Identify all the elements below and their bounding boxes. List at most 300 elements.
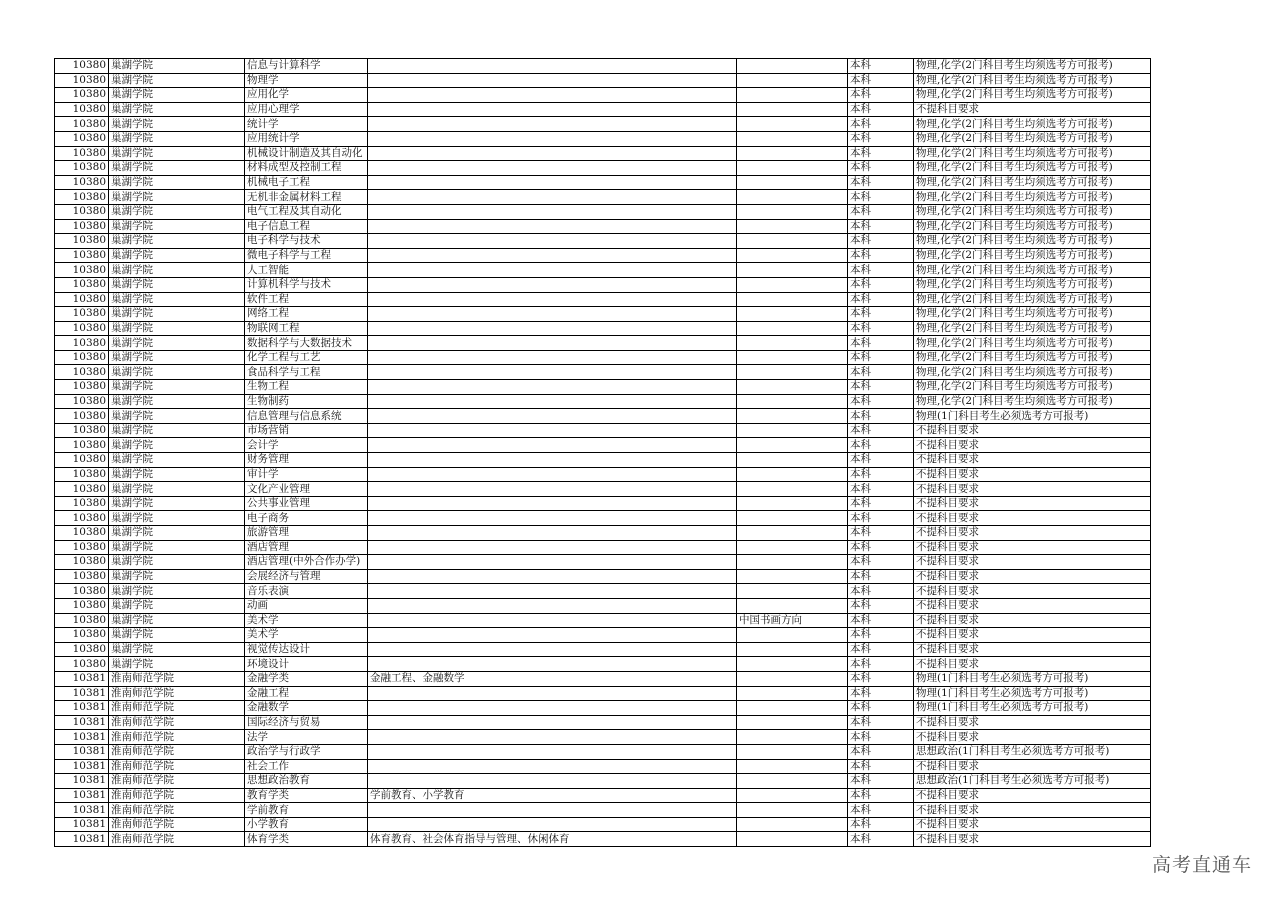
school-name-cell: 淮南师范学院 — [109, 701, 245, 716]
major-name-cell: 公共事业管理 — [245, 496, 368, 511]
subject-requirement-cell: 不提科目要求 — [914, 467, 1151, 482]
included-majors-cell — [368, 628, 737, 643]
major-name-cell: 应用心理学 — [245, 102, 368, 117]
major-note-cell — [737, 453, 848, 468]
major-note-cell — [737, 701, 848, 716]
table-row — [55, 803, 1151, 818]
major-name-cell: 会展经济与管理 — [245, 569, 368, 584]
included-majors-cell — [368, 657, 737, 672]
level-cell: 本科 — [848, 569, 914, 584]
subject-requirement-cell: 物理,化学(2门科目考生均须选考方可报考) — [914, 59, 1151, 74]
level-cell: 本科 — [848, 219, 914, 234]
major-name-cell: 会计学 — [245, 438, 368, 453]
major-note-cell — [737, 657, 848, 672]
included-majors-cell — [368, 263, 737, 278]
school-name-cell: 巢湖学院 — [109, 234, 245, 249]
table-row — [55, 496, 1151, 511]
included-majors-cell — [368, 88, 737, 103]
included-majors-cell — [368, 204, 737, 219]
table-row — [55, 380, 1151, 395]
level-cell: 本科 — [848, 788, 914, 803]
school-code-cell: 10380 — [55, 438, 109, 453]
level-cell: 本科 — [848, 467, 914, 482]
level-cell: 本科 — [848, 671, 914, 686]
school-code-cell: 10380 — [55, 117, 109, 132]
school-name-cell: 淮南师范学院 — [109, 788, 245, 803]
level-cell: 本科 — [848, 482, 914, 497]
table-row — [55, 365, 1151, 380]
school-code-cell: 10380 — [55, 380, 109, 395]
subject-requirement-cell: 不提科目要求 — [914, 102, 1151, 117]
major-note-cell — [737, 467, 848, 482]
level-cell: 本科 — [848, 73, 914, 88]
subject-requirement-cell: 不提科目要求 — [914, 657, 1151, 672]
included-majors-cell — [368, 59, 737, 74]
school-name-cell: 巢湖学院 — [109, 219, 245, 234]
level-cell: 本科 — [848, 832, 914, 847]
major-name-cell: 统计学 — [245, 117, 368, 132]
major-note-cell — [737, 774, 848, 789]
school-code-cell: 10381 — [55, 671, 109, 686]
table-row — [55, 204, 1151, 219]
school-name-cell: 巢湖学院 — [109, 59, 245, 74]
major-name-cell: 物理学 — [245, 73, 368, 88]
included-majors-cell — [368, 555, 737, 570]
school-name-cell: 巢湖学院 — [109, 511, 245, 526]
subject-requirement-cell: 物理,化学(2门科目考生均须选考方可报考) — [914, 204, 1151, 219]
major-note-cell — [737, 219, 848, 234]
school-code-cell: 10380 — [55, 613, 109, 628]
included-majors-cell — [368, 190, 737, 205]
level-cell: 本科 — [848, 438, 914, 453]
level-cell: 本科 — [848, 190, 914, 205]
included-majors-cell — [368, 803, 737, 818]
major-name-cell: 音乐表演 — [245, 584, 368, 599]
school-code-cell: 10380 — [55, 190, 109, 205]
major-name-cell: 市场营销 — [245, 423, 368, 438]
major-note-cell — [737, 234, 848, 249]
major-name-cell: 电气工程及其自动化 — [245, 204, 368, 219]
level-cell: 本科 — [848, 59, 914, 74]
school-code-cell: 10380 — [55, 234, 109, 249]
major-note-cell — [737, 117, 848, 132]
subject-requirement-cell: 物理,化学(2门科目考生均须选考方可报考) — [914, 131, 1151, 146]
included-majors-cell — [368, 365, 737, 380]
table-row — [55, 744, 1151, 759]
table-row — [55, 88, 1151, 103]
level-cell: 本科 — [848, 803, 914, 818]
table-row — [55, 321, 1151, 336]
major-name-cell: 金融工程 — [245, 686, 368, 701]
major-note-cell — [737, 423, 848, 438]
school-name-cell: 巢湖学院 — [109, 321, 245, 336]
school-name-cell: 巢湖学院 — [109, 190, 245, 205]
major-name-cell: 教育学类 — [245, 788, 368, 803]
major-note-cell — [737, 350, 848, 365]
school-name-cell: 巢湖学院 — [109, 292, 245, 307]
school-code-cell: 10381 — [55, 759, 109, 774]
subject-requirement-cell: 不提科目要求 — [914, 423, 1151, 438]
table-row — [55, 234, 1151, 249]
major-note-cell — [737, 365, 848, 380]
major-note-cell — [737, 277, 848, 292]
table-row — [55, 350, 1151, 365]
school-name-cell: 巢湖学院 — [109, 380, 245, 395]
school-name-cell: 巢湖学院 — [109, 657, 245, 672]
included-majors-cell — [368, 730, 737, 745]
school-code-cell: 10380 — [55, 496, 109, 511]
school-code-cell: 10380 — [55, 292, 109, 307]
subject-requirement-cell: 物理,化学(2门科目考生均须选考方可报考) — [914, 365, 1151, 380]
subject-requirement-cell: 不提科目要求 — [914, 482, 1151, 497]
subject-requirement-cell: 不提科目要求 — [914, 569, 1151, 584]
school-code-cell: 10380 — [55, 131, 109, 146]
major-note-cell — [737, 102, 848, 117]
school-code-cell: 10380 — [55, 277, 109, 292]
included-majors-cell — [368, 526, 737, 541]
major-name-cell: 财务管理 — [245, 453, 368, 468]
included-majors-cell — [368, 307, 737, 322]
table-row — [55, 102, 1151, 117]
major-note-cell — [737, 204, 848, 219]
school-name-cell: 巢湖学院 — [109, 365, 245, 380]
school-code-cell: 10381 — [55, 686, 109, 701]
school-code-cell: 10380 — [55, 102, 109, 117]
level-cell: 本科 — [848, 88, 914, 103]
level-cell: 本科 — [848, 307, 914, 322]
subject-requirement-cell: 不提科目要求 — [914, 642, 1151, 657]
subject-requirement-cell: 不提科目要求 — [914, 496, 1151, 511]
included-majors-cell: 体育教育、社会体育指导与管理、休闲体育 — [368, 832, 737, 847]
major-note-cell — [737, 438, 848, 453]
included-majors-cell — [368, 686, 737, 701]
major-name-cell: 美术学 — [245, 628, 368, 643]
level-cell: 本科 — [848, 817, 914, 832]
school-name-cell: 巢湖学院 — [109, 642, 245, 657]
school-name-cell: 巢湖学院 — [109, 146, 245, 161]
table-body — [55, 59, 1151, 847]
subject-requirement-cell: 物理,化学(2门科目考生均须选考方可报考) — [914, 248, 1151, 263]
level-cell: 本科 — [848, 117, 914, 132]
major-note-cell — [737, 715, 848, 730]
included-majors-cell — [368, 613, 737, 628]
major-note-cell — [737, 146, 848, 161]
level-cell: 本科 — [848, 686, 914, 701]
subject-requirement-cell: 物理,化学(2门科目考生均须选考方可报考) — [914, 307, 1151, 322]
major-name-cell: 金融数学 — [245, 701, 368, 716]
major-note-cell — [737, 744, 848, 759]
included-majors-cell — [368, 496, 737, 511]
table-row — [55, 394, 1151, 409]
included-majors-cell — [368, 482, 737, 497]
level-cell: 本科 — [848, 350, 914, 365]
level-cell: 本科 — [848, 394, 914, 409]
table-row — [55, 438, 1151, 453]
major-note-cell — [737, 248, 848, 263]
major-name-cell: 数据科学与大数据技术 — [245, 336, 368, 351]
school-name-cell: 巢湖学院 — [109, 204, 245, 219]
major-name-cell: 政治学与行政学 — [245, 744, 368, 759]
included-majors-cell — [368, 584, 737, 599]
school-name-cell: 淮南师范学院 — [109, 759, 245, 774]
level-cell: 本科 — [848, 642, 914, 657]
school-name-cell: 巢湖学院 — [109, 409, 245, 424]
level-cell: 本科 — [848, 263, 914, 278]
school-code-cell: 10380 — [55, 175, 109, 190]
level-cell: 本科 — [848, 496, 914, 511]
school-code-cell: 10380 — [55, 321, 109, 336]
subject-requirement-cell: 物理(1门科目考生必须选考方可报考) — [914, 409, 1151, 424]
included-majors-cell: 金融工程、金融数学 — [368, 671, 737, 686]
table-row — [55, 453, 1151, 468]
subject-requirement-cell: 物理,化学(2门科目考生均须选考方可报考) — [914, 190, 1151, 205]
school-name-cell: 巢湖学院 — [109, 350, 245, 365]
table-row — [55, 175, 1151, 190]
school-name-cell: 巢湖学院 — [109, 482, 245, 497]
subject-requirement-cell: 物理,化学(2门科目考生均须选考方可报考) — [914, 117, 1151, 132]
school-name-cell: 巢湖学院 — [109, 540, 245, 555]
major-note-cell — [737, 788, 848, 803]
subject-requirements-table — [54, 58, 1151, 847]
school-name-cell: 淮南师范学院 — [109, 803, 245, 818]
table-row — [55, 161, 1151, 176]
school-code-cell: 10380 — [55, 642, 109, 657]
level-cell: 本科 — [848, 628, 914, 643]
major-name-cell: 微电子科学与工程 — [245, 248, 368, 263]
school-name-cell: 巢湖学院 — [109, 628, 245, 643]
level-cell: 本科 — [848, 204, 914, 219]
level-cell: 本科 — [848, 102, 914, 117]
level-cell: 本科 — [848, 657, 914, 672]
major-name-cell: 酒店管理(中外合作办学) — [245, 555, 368, 570]
school-name-cell: 巢湖学院 — [109, 555, 245, 570]
school-name-cell: 巢湖学院 — [109, 453, 245, 468]
table-row — [55, 540, 1151, 555]
major-name-cell: 食品科学与工程 — [245, 365, 368, 380]
school-name-cell: 巢湖学院 — [109, 526, 245, 541]
school-name-cell: 巢湖学院 — [109, 73, 245, 88]
subject-requirement-cell: 物理(1门科目考生必须选考方可报考) — [914, 686, 1151, 701]
school-code-cell: 10381 — [55, 744, 109, 759]
school-code-cell: 10380 — [55, 365, 109, 380]
subject-requirement-cell: 不提科目要求 — [914, 438, 1151, 453]
major-note-cell — [737, 161, 848, 176]
school-code-cell: 10381 — [55, 701, 109, 716]
major-note-cell — [737, 832, 848, 847]
subject-requirement-cell: 不提科目要求 — [914, 511, 1151, 526]
major-note-cell — [737, 73, 848, 88]
included-majors-cell — [368, 175, 737, 190]
level-cell: 本科 — [848, 759, 914, 774]
school-name-cell: 巢湖学院 — [109, 613, 245, 628]
table-row — [55, 730, 1151, 745]
major-note-cell — [737, 336, 848, 351]
school-code-cell: 10381 — [55, 730, 109, 745]
subject-requirement-cell: 物理,化学(2门科目考生均须选考方可报考) — [914, 350, 1151, 365]
school-code-cell: 10380 — [55, 467, 109, 482]
table-row — [55, 832, 1151, 847]
major-name-cell: 视觉传达设计 — [245, 642, 368, 657]
major-note-cell — [737, 131, 848, 146]
school-code-cell: 10380 — [55, 540, 109, 555]
school-name-cell: 巢湖学院 — [109, 131, 245, 146]
major-name-cell: 电子商务 — [245, 511, 368, 526]
major-name-cell: 应用化学 — [245, 88, 368, 103]
school-name-cell: 巢湖学院 — [109, 467, 245, 482]
major-name-cell: 金融学类 — [245, 671, 368, 686]
subject-requirement-cell: 思想政治(1门科目考生必须选考方可报考) — [914, 774, 1151, 789]
school-code-cell: 10380 — [55, 73, 109, 88]
school-code-cell: 10380 — [55, 263, 109, 278]
school-code-cell: 10380 — [55, 423, 109, 438]
subject-requirement-cell: 不提科目要求 — [914, 584, 1151, 599]
major-note-cell — [737, 88, 848, 103]
subject-requirement-cell: 物理,化学(2门科目考生均须选考方可报考) — [914, 380, 1151, 395]
major-name-cell: 动画 — [245, 598, 368, 613]
level-cell: 本科 — [848, 730, 914, 745]
table-row — [55, 277, 1151, 292]
subject-requirement-cell: 不提科目要求 — [914, 730, 1151, 745]
watermark-text: 高考直通车 — [1151, 854, 1252, 876]
subject-requirement-cell: 不提科目要求 — [914, 540, 1151, 555]
subject-requirement-cell: 物理,化学(2门科目考生均须选考方可报考) — [914, 161, 1151, 176]
table-row — [55, 511, 1151, 526]
table-row — [55, 423, 1151, 438]
level-cell: 本科 — [848, 161, 914, 176]
subject-requirement-cell: 物理,化学(2门科目考生均须选考方可报考) — [914, 219, 1151, 234]
major-name-cell: 美术学 — [245, 613, 368, 628]
school-name-cell: 淮南师范学院 — [109, 774, 245, 789]
school-name-cell: 淮南师范学院 — [109, 686, 245, 701]
subject-requirement-cell: 物理,化学(2门科目考生均须选考方可报考) — [914, 263, 1151, 278]
level-cell: 本科 — [848, 584, 914, 599]
major-name-cell: 电子信息工程 — [245, 219, 368, 234]
subject-requirement-cell: 不提科目要求 — [914, 832, 1151, 847]
major-note-cell — [737, 671, 848, 686]
major-note-cell — [737, 292, 848, 307]
included-majors-cell — [368, 161, 737, 176]
school-name-cell: 淮南师范学院 — [109, 832, 245, 847]
major-name-cell: 体育学类 — [245, 832, 368, 847]
school-code-cell: 10381 — [55, 715, 109, 730]
level-cell: 本科 — [848, 380, 914, 395]
subject-requirement-cell: 物理(1门科目考生必须选考方可报考) — [914, 701, 1151, 716]
included-majors-cell — [368, 744, 737, 759]
subject-requirement-cell: 不提科目要求 — [914, 715, 1151, 730]
school-code-cell: 10380 — [55, 59, 109, 74]
major-name-cell: 文化产业管理 — [245, 482, 368, 497]
level-cell: 本科 — [848, 511, 914, 526]
major-name-cell: 人工智能 — [245, 263, 368, 278]
included-majors-cell — [368, 598, 737, 613]
subject-requirement-cell: 不提科目要求 — [914, 453, 1151, 468]
table-row — [55, 657, 1151, 672]
table-row — [55, 263, 1151, 278]
school-code-cell: 10380 — [55, 598, 109, 613]
school-name-cell: 淮南师范学院 — [109, 730, 245, 745]
level-cell: 本科 — [848, 175, 914, 190]
level-cell: 本科 — [848, 555, 914, 570]
school-code-cell: 10380 — [55, 394, 109, 409]
school-code-cell: 10381 — [55, 788, 109, 803]
school-name-cell: 巢湖学院 — [109, 496, 245, 511]
major-name-cell: 化学工程与工艺 — [245, 350, 368, 365]
major-note-cell — [737, 803, 848, 818]
subject-requirement-cell: 不提科目要求 — [914, 817, 1151, 832]
school-code-cell: 10380 — [55, 336, 109, 351]
subject-requirement-cell: 物理,化学(2门科目考生均须选考方可报考) — [914, 73, 1151, 88]
table-row — [55, 598, 1151, 613]
table-row — [55, 555, 1151, 570]
school-code-cell: 10380 — [55, 555, 109, 570]
major-note-cell — [737, 190, 848, 205]
table-row — [55, 292, 1151, 307]
table-row — [55, 146, 1151, 161]
major-note-cell: 中国书画方向 — [737, 613, 848, 628]
included-majors-cell — [368, 715, 737, 730]
school-code-cell: 10381 — [55, 832, 109, 847]
school-name-cell: 巢湖学院 — [109, 248, 245, 263]
school-code-cell: 10380 — [55, 161, 109, 176]
table-row — [55, 817, 1151, 832]
table-row — [55, 336, 1151, 351]
included-majors-cell — [368, 234, 737, 249]
table-row — [55, 467, 1151, 482]
school-code-cell: 10381 — [55, 803, 109, 818]
major-note-cell — [737, 59, 848, 74]
included-majors-cell — [368, 73, 737, 88]
school-name-cell: 巢湖学院 — [109, 307, 245, 322]
table-row — [55, 788, 1151, 803]
level-cell: 本科 — [848, 292, 914, 307]
level-cell: 本科 — [848, 701, 914, 716]
school-name-cell: 巢湖学院 — [109, 584, 245, 599]
level-cell: 本科 — [848, 744, 914, 759]
major-name-cell: 小学教育 — [245, 817, 368, 832]
included-majors-cell — [368, 292, 737, 307]
major-name-cell: 材料成型及控制工程 — [245, 161, 368, 176]
subject-requirement-cell: 物理,化学(2门科目考生均须选考方可报考) — [914, 234, 1151, 249]
school-name-cell: 巢湖学院 — [109, 161, 245, 176]
subject-requirement-cell: 不提科目要求 — [914, 759, 1151, 774]
major-name-cell: 生物制药 — [245, 394, 368, 409]
subject-requirement-cell: 物理,化学(2门科目考生均须选考方可报考) — [914, 88, 1151, 103]
major-name-cell: 应用统计学 — [245, 131, 368, 146]
major-name-cell: 审计学 — [245, 467, 368, 482]
school-code-cell: 10380 — [55, 511, 109, 526]
school-code-cell: 10380 — [55, 219, 109, 234]
school-name-cell: 淮南师范学院 — [109, 744, 245, 759]
table-row — [55, 569, 1151, 584]
included-majors-cell — [368, 102, 737, 117]
major-note-cell — [737, 321, 848, 336]
included-majors-cell — [368, 438, 737, 453]
major-note-cell — [737, 628, 848, 643]
subject-requirement-cell: 物理,化学(2门科目考生均须选考方可报考) — [914, 292, 1151, 307]
school-name-cell: 巢湖学院 — [109, 394, 245, 409]
table-row — [55, 219, 1151, 234]
included-majors-cell — [368, 117, 737, 132]
major-name-cell: 环境设计 — [245, 657, 368, 672]
subject-requirement-cell: 不提科目要求 — [914, 526, 1151, 541]
school-name-cell: 巢湖学院 — [109, 423, 245, 438]
table-row — [55, 701, 1151, 716]
table-row — [55, 131, 1151, 146]
subject-requirement-cell: 不提科目要求 — [914, 803, 1151, 818]
level-cell: 本科 — [848, 540, 914, 555]
table-row — [55, 248, 1151, 263]
subject-requirement-cell: 物理,化学(2门科目考生均须选考方可报考) — [914, 394, 1151, 409]
